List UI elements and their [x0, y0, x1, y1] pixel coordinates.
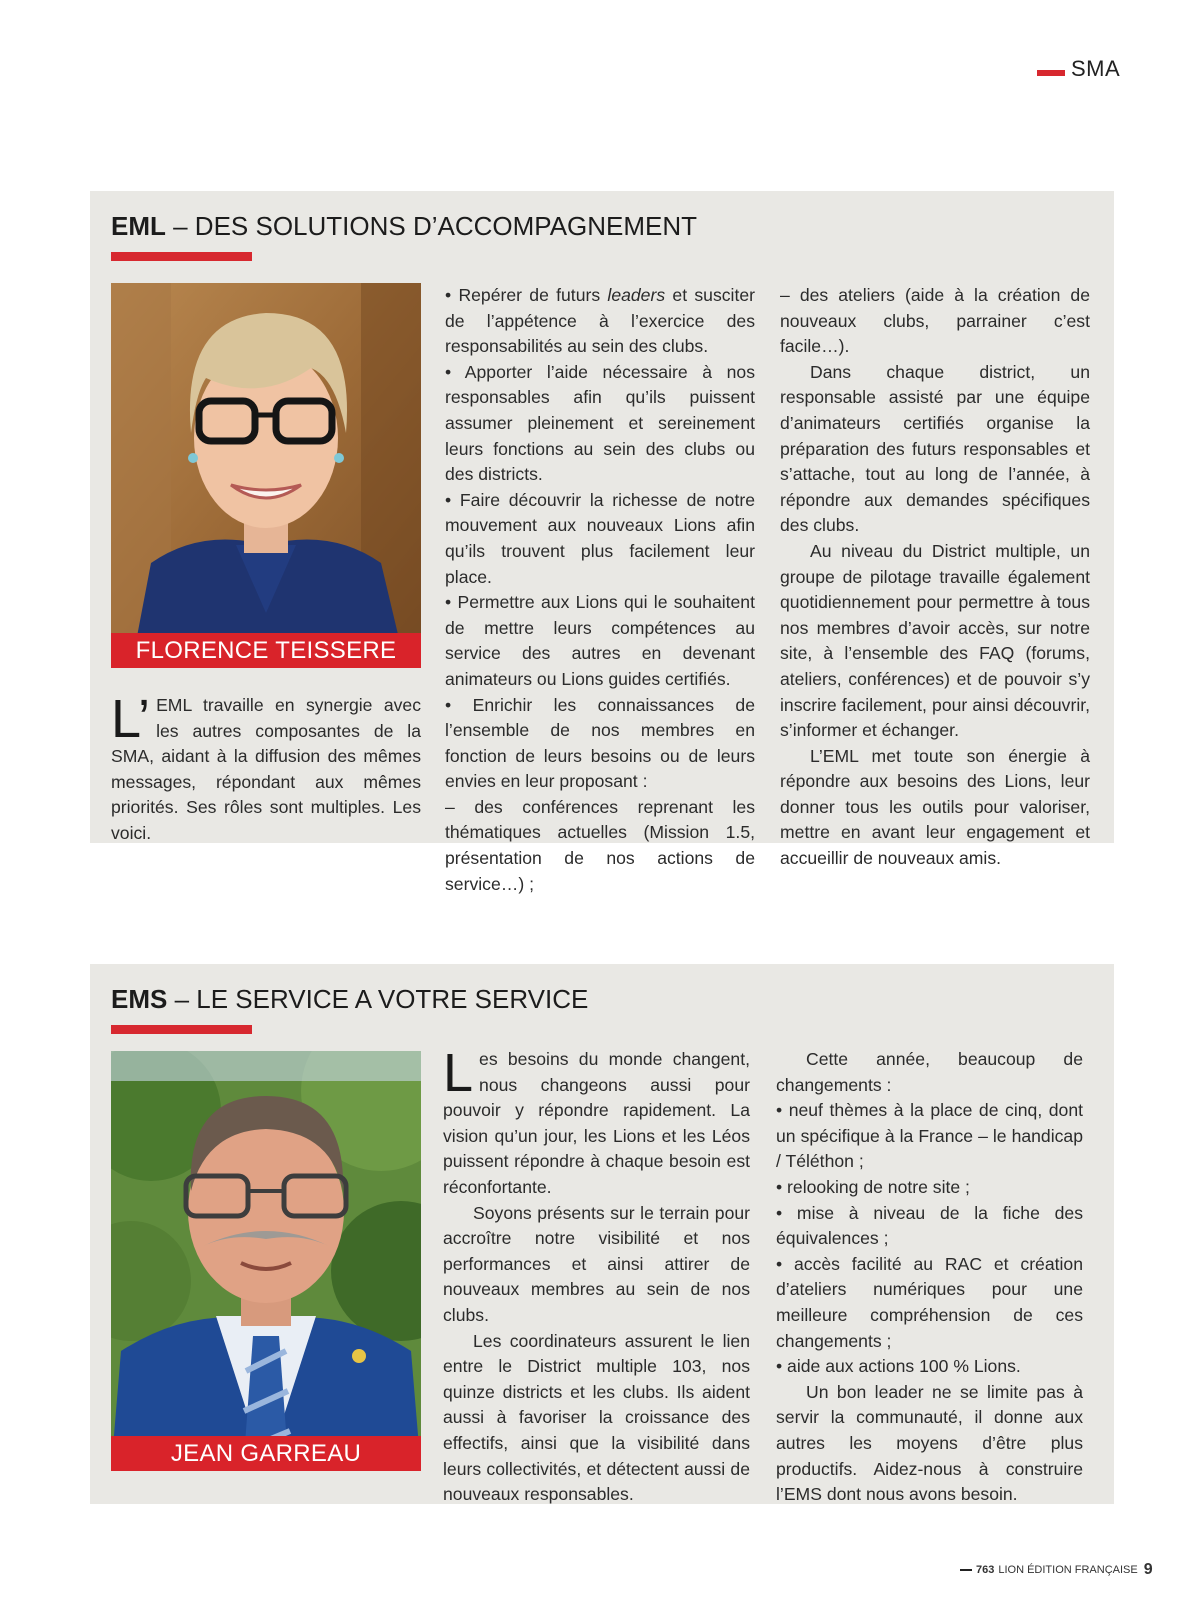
ems-bullet: • accès facilité au RAC et création d’ateliers numériques pour une meilleure compréhension de ces changements ; — [776, 1253, 1083, 1351]
eml-bullet: • Apporter l’aide nécessaire à nos responsables afin qu’ils puissent assumer pleinement et sereinement leurs fonctions au sein des clubs ou des districts. — [445, 361, 755, 485]
ems-bullet: • relooking de notre site ; — [776, 1176, 970, 1197]
section-tag — [1037, 56, 1120, 82]
ems-bullet: • aide aux actions 100 % Lions. — [776, 1356, 1021, 1377]
footer-bar — [960, 1569, 972, 1571]
ems-heading-rule — [111, 1025, 252, 1034]
eml-paragraph: L’EML met toute son énergie à répondre aux besoins des Lions, leur donner tous les outils pour valoriser, mettre en avant leur engagement et accueillir de nouveaux amis. — [780, 745, 1090, 869]
florence-teissere-photo — [111, 283, 421, 668]
page-number: 9 — [1143, 1561, 1153, 1578]
eml-dash-item: – des conférences reprenant les thématiques actuelles (Mission 1.5, présentation de nos actions de service…) ; — [445, 796, 755, 894]
eml-bullet: • Enrichir les connaissances de l’ensemble de nos membres en fonction de leurs besoins ou de leurs envies en leur proposant : — [445, 694, 755, 792]
ems-heading-acronym: EMS — [111, 984, 168, 1014]
ems-column-right — [776, 1047, 1083, 1508]
leaders-emphasis: leaders — [607, 285, 666, 305]
eml-paragraph: Au niveau du District multiple, un groupe de pilotage travaille également quotidiennement pour permettre à tous nos membres d’avoir accès, sur notre site, à l’ensemble des FAQ (forums, ateliers, conférences) et de pouvoir s’y inscrire facilement, pour ainsi découvrir, s’informer et échanger. — [780, 540, 1090, 741]
eml-dropcap: L’ — [111, 689, 151, 749]
section-label: SMA — [1071, 56, 1121, 81]
ems-heading-text: – LE SERVICE A VOTRE SERVICE — [167, 984, 589, 1014]
portrait-woman-image — [111, 283, 421, 668]
eml-heading-rule — [111, 252, 252, 261]
ems-bullet: • neuf thèmes à la place de cinq, dont un spécifique à la France – le handicap / Téléthon ; — [776, 1100, 1083, 1172]
eml-intro — [111, 689, 421, 847]
eml-dash-item: – des ateliers (aide à la création de nouveaux clubs, parrainer c’est facile…). — [780, 285, 1090, 357]
ems-paragraph: Les coordinateurs assurent le lien entre le District multiple 103, nos quinze districts et les clubs. Ils aident aussi à favoriser la croissance des effectifs, ainsi que la visibilité dans leurs collectivités, et détectent aussi de nouveaux responsables. — [443, 1330, 750, 1505]
eml-heading-text: – DES SOLUTIONS D’ACCOMPAGNEMENT — [165, 211, 698, 241]
eml-column-right — [780, 283, 1090, 872]
eml-bullet: • Permettre aux Lions qui le souhaitent de mettre leurs compétences au service des autres en devenant animateurs ou Lions guides certifiés. — [445, 592, 755, 689]
portrait-man-image — [111, 1051, 421, 1471]
ems-column-middle — [443, 1043, 750, 1508]
ems-panel — [90, 964, 1114, 1504]
ems-heading — [111, 984, 588, 1015]
ems-dropcap: L — [443, 1043, 474, 1103]
ems-paragraph: Un bon leader ne se limite pas à servir la communauté, il donne aux autres les moyens d’être plus productifs. Aidez-nous à construire l’EMS dont nous avons besoin. — [776, 1381, 1083, 1505]
jean-garreau-photo — [111, 1051, 421, 1471]
section-tag-bar — [1037, 70, 1065, 76]
eml-heading-acronym: EML — [111, 211, 166, 241]
florence-teissere-caption: FLORENCE TEISSERE — [111, 633, 421, 668]
ems-bullet: • mise à niveau de la fiche des équivalences ; — [776, 1202, 1083, 1249]
eml-heading — [111, 211, 697, 242]
issue-number: 763 — [976, 1564, 995, 1576]
eml-intro-text: EML travaille en synergie avec les autres composantes de la SMA, aidant à la diffusion des mêmes messages, répondant aux mêmes priorités. Ses rôles sont multiples. Les voici. — [111, 695, 421, 843]
publication-name: LION ÉDITION FRANÇAISE — [998, 1564, 1138, 1576]
eml-bullet: • Faire découvrir la richesse de notre mouvement aux nouveaux Lions afin qu’ils trouvent plus facilement leur place. — [445, 489, 755, 587]
ems-paragraph: Cette année, beaucoup de changements : — [776, 1049, 1083, 1095]
ems-paragraph: Soyons présents sur le terrain pour accroître notre visibilité et nos performances et ainsi attirer de nouveaux membres au sein de nos clubs. — [443, 1202, 750, 1325]
eml-bullet: • Repérer de futurs leaders et susciter de l’appétence à l’exercice des responsabilités au sein des clubs. — [445, 285, 755, 357]
eml-panel — [90, 191, 1114, 894]
eml-column-middle — [445, 283, 755, 897]
ems-lead-paragraph: Les besoins du monde changent, nous changeons aussi pour pouvoir y répondre rapidement. La vision qu’un jour, les Lions et les Léos puissent répondre à chaque besoin est réconfortante. — [443, 1043, 750, 1197]
page-footer — [960, 1561, 1153, 1579]
eml-paragraph: Dans chaque district, un responsable assisté par une équipe d’animateurs certifiés organise la préparation des futurs responsables et s’attache, tout au long de l’année, à répondre aux demandes spécifiques des clubs. — [780, 361, 1090, 536]
jean-garreau-caption: JEAN GARREAU — [111, 1436, 421, 1471]
